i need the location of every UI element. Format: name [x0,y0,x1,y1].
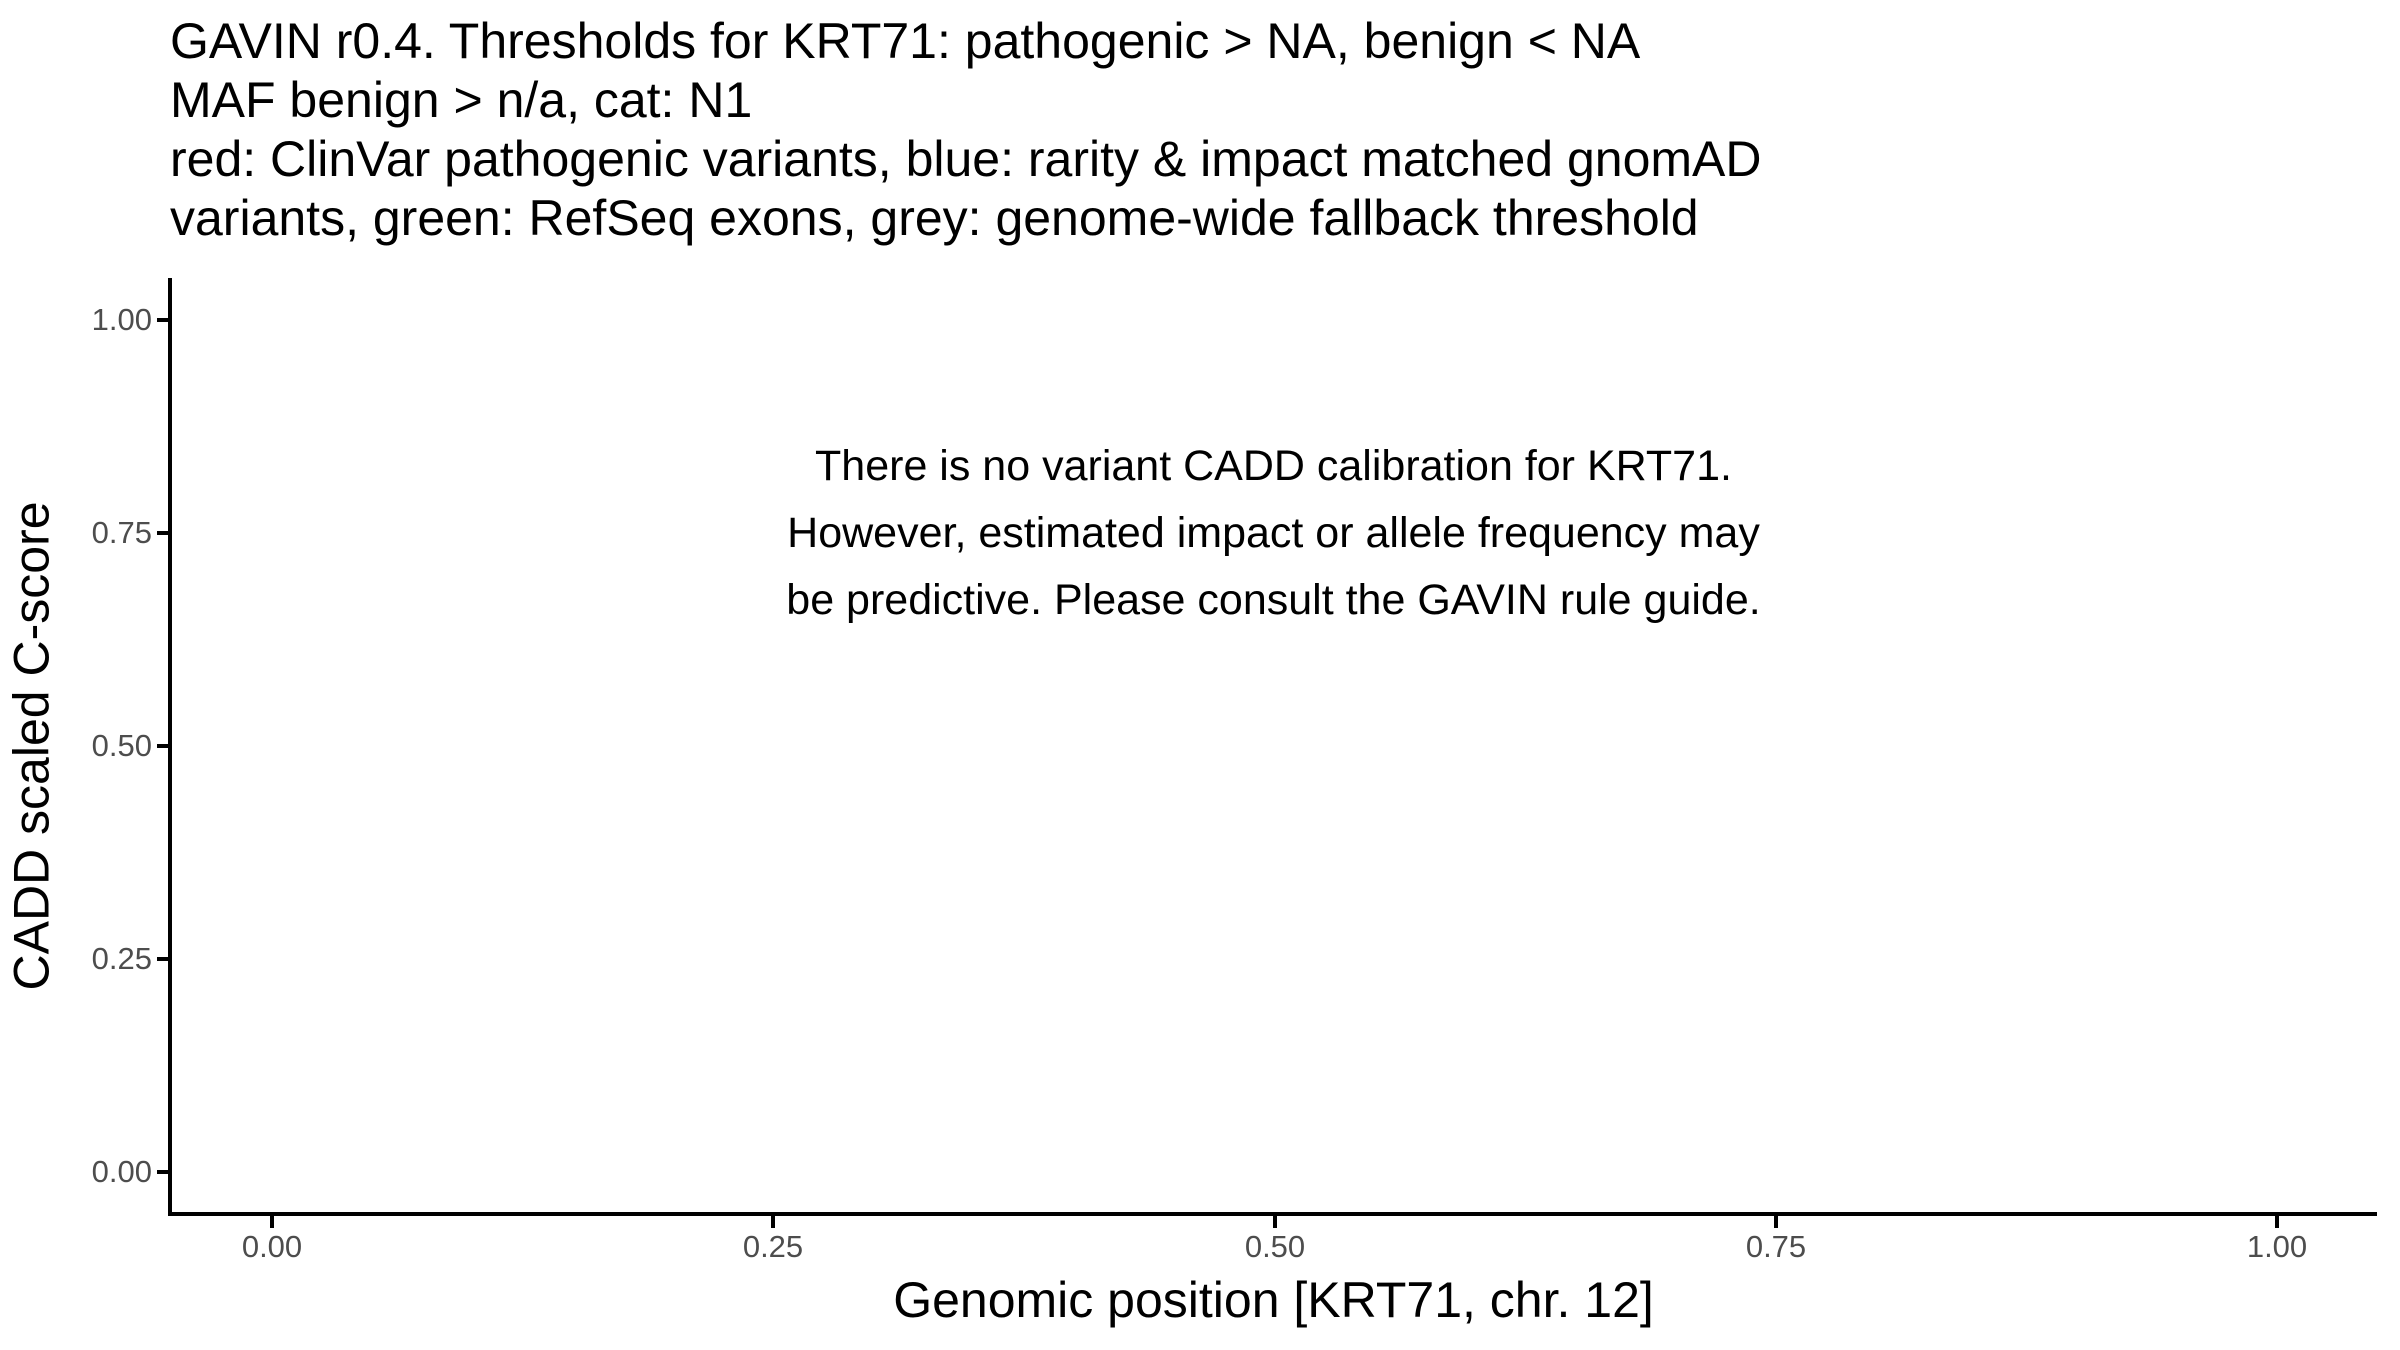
y-tick-mark [157,531,169,535]
plot-title-line-2: MAF benign > n/a, cat: N1 [170,72,753,128]
x-tick-label: 0.50 [1244,1229,1306,1264]
x-tick-label: 0.00 [241,1229,303,1264]
plot-title [170,12,1761,248]
plot-title-line-4: variants, green: RefSeq exons, grey: genome-wide fallback threshold [170,190,1699,246]
x-tick-label: 0.75 [1745,1229,1807,1264]
y-tick-label: 0.75 [91,515,152,550]
plot-panel [170,278,2377,1215]
x-axis-title: Genomic position [KRT71, chr. 12] [893,1272,1654,1328]
plot-title-line-3: red: ClinVar pathogenic variants, blue: rarity & impact matched gnomAD [170,131,1762,187]
x-tick-mark [1273,1216,1277,1228]
y-tick-mark [157,744,169,748]
y-tick-mark [157,1170,169,1174]
y-tick-label: 0.25 [91,941,152,976]
x-tick-mark [1774,1216,1778,1228]
y-axis-title: CADD scaled C-score [3,501,60,991]
x-tick-mark [270,1216,274,1228]
x-tick-label: 1.00 [2246,1229,2308,1264]
no-calibration-annotation [170,433,2377,634]
x-tick-label: 0.25 [742,1229,804,1264]
x-tick-mark [771,1216,775,1228]
annotation-line-1: There is no variant CADD calibration for KRT71. [815,442,1732,490]
x-tick-mark [2275,1216,2279,1228]
annotation-line-3: be predictive. Please consult the GAVIN rule guide. [786,576,1761,624]
y-tick-label: 0.00 [91,1154,152,1189]
y-tick-label: 0.50 [91,728,152,763]
y-tick-mark [157,957,169,961]
plot-title-line-1: GAVIN r0.4. Thresholds for KRT71: pathogenic > NA, benign < NA [170,13,1641,69]
y-tick-mark [157,318,169,322]
annotation-line-2: However, estimated impact or allele frequency may [787,509,1760,557]
y-tick-label: 1.00 [91,302,152,337]
